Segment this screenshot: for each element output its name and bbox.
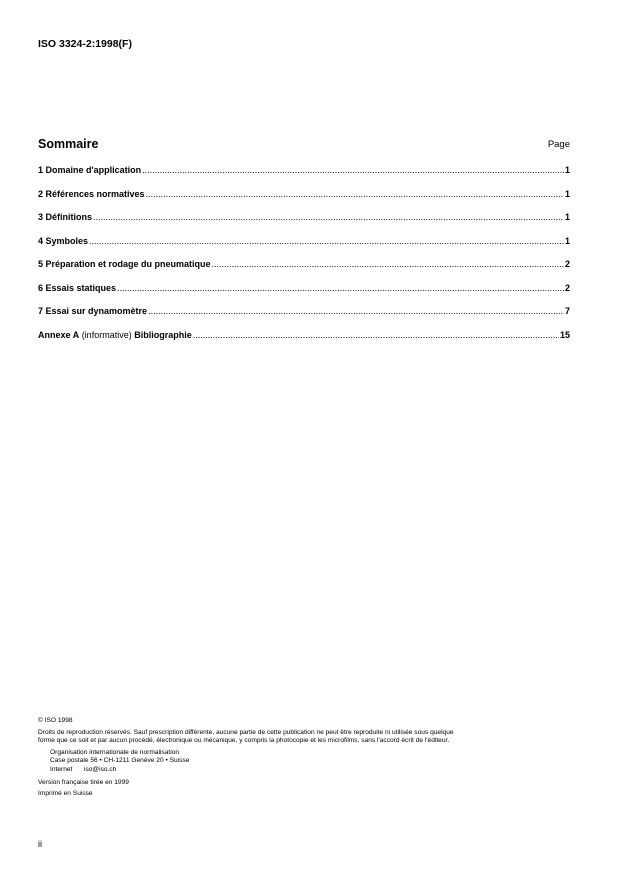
toc-header [38, 137, 570, 153]
annex-title: Annexe A [38, 329, 80, 340]
toc-title: Sommaire [38, 137, 99, 151]
toc-entry-symboles[interactable] [38, 236, 570, 260]
toc-entry-label: 2 Références normatives [38, 188, 145, 199]
toc-entry-dynamometre[interactable] [38, 306, 570, 330]
toc-entry-label: 6 Essais statiques [38, 282, 117, 293]
organisation-address: Case postale 56 • CH-1211 Genève 20 • Suisse [50, 757, 190, 765]
toc-entry-label: 7 Essai sur dynamomètre [38, 306, 148, 316]
annex-type: (informative) [79, 329, 135, 340]
toc-entry-label: 5 Préparation et rodage du pneumatique [38, 259, 211, 269]
toc-entry-page: 1 [564, 235, 570, 246]
toc-entry-definitions[interactable] [38, 212, 570, 236]
toc-entry-label: 3 Définitions [38, 212, 93, 222]
toc-entry-page: 1 [564, 188, 570, 199]
toc-leader-dots [89, 236, 564, 246]
toc-entry-page: 15 [559, 329, 570, 340]
organisation-name: Organisation internationale de normalisation [50, 748, 180, 756]
printed-note: Imprimé en Suisse [38, 790, 93, 798]
toc-leader-dots [193, 330, 559, 340]
toc-leader-dots [93, 212, 564, 222]
rights-text-line-1: Droits de reproduction réservés. Sauf prescription différente, aucune partie de cette publication ne peut être reproduite ni utilisée sous quelque [38, 728, 454, 736]
toc-entry-label: 1 Domaine d'application [38, 165, 142, 175]
copyright-footer [38, 717, 578, 799]
toc-entry-preparation[interactable] [38, 259, 570, 283]
internet-label: Internet [50, 765, 73, 773]
toc-entry-page: 2 [564, 282, 570, 293]
toc-page-label: Page [547, 139, 570, 150]
annex-subject: Bibliographie [134, 329, 192, 340]
toc-leader-dots [148, 306, 564, 316]
toc-entry-annexe-a[interactable] [38, 330, 570, 354]
toc-leader-dots [212, 259, 564, 269]
document-id: ISO 3324-2:1998(F) [38, 38, 132, 50]
toc-list [38, 165, 570, 353]
toc-entry-page: 1 [564, 212, 570, 222]
internet-line [38, 766, 578, 775]
toc-leader-dots [142, 165, 564, 175]
toc-leader-dots [146, 189, 564, 199]
toc-entry-page: 7 [564, 306, 570, 316]
toc-entry-domaine[interactable] [38, 165, 570, 189]
rights-text-line-2: forme que ce soit et par aucun procédé, électronique ou mécanique, y compris la photocopie et les microfilms, sans l'accord écrit de l'éditeur. [38, 737, 450, 745]
copyright-notice: © ISO 1998 [38, 717, 73, 724]
toc-leader-dots [117, 283, 564, 293]
toc-entry-page: 1 [564, 165, 570, 175]
toc-entry-label: 4 Symboles [38, 235, 89, 246]
internet-email-link[interactable]: iso@iso.ch [84, 765, 117, 773]
toc-entry-essais-statiques[interactable] [38, 283, 570, 307]
version-note: Version française tirée en 1999 [38, 778, 129, 786]
toc-entry-page: 2 [564, 259, 570, 269]
toc-entry-label [38, 330, 192, 340]
page-number: ii [38, 839, 42, 849]
toc-entry-references[interactable] [38, 189, 570, 213]
